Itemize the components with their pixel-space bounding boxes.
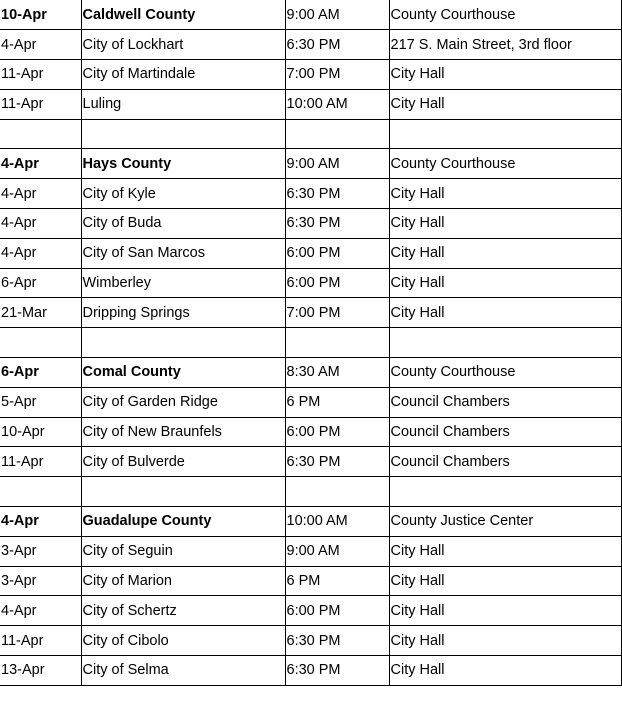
cell-date: 11-Apr xyxy=(0,626,81,656)
cell-time: 9:00 AM xyxy=(285,0,389,30)
cell-time: 9:00 AM xyxy=(285,149,389,179)
cell-location: Council Chambers xyxy=(389,447,621,477)
cell-location: Council Chambers xyxy=(389,417,621,447)
cell-location: City Hall xyxy=(389,566,621,596)
cell-entity: City of Selma xyxy=(81,656,285,686)
cell-time xyxy=(285,328,389,358)
cell-time: 10:00 AM xyxy=(285,89,389,119)
cell-location: County Courthouse xyxy=(389,358,621,388)
cell-location: Council Chambers xyxy=(389,387,621,417)
cell-time: 10:00 AM xyxy=(285,507,389,537)
county-header-row xyxy=(0,507,621,537)
cell-date: 4-Apr xyxy=(0,596,81,626)
cell-entity: City of New Braunfels xyxy=(81,417,285,447)
cell-time: 6:00 PM xyxy=(285,238,389,268)
cell-date: 10-Apr xyxy=(0,0,81,30)
cell-time: 6:30 PM xyxy=(285,447,389,477)
cell-time: 6:00 PM xyxy=(285,417,389,447)
cell-entity xyxy=(81,328,285,358)
spacer-row xyxy=(0,119,621,149)
cell-entity: City of Kyle xyxy=(81,179,285,209)
cell-time: 6 PM xyxy=(285,387,389,417)
cell-date: 4-Apr xyxy=(0,149,81,179)
table-row xyxy=(0,89,621,119)
cell-time: 7:00 PM xyxy=(285,298,389,328)
cell-time: 6:30 PM xyxy=(285,179,389,209)
cell-time xyxy=(285,477,389,507)
cell-date xyxy=(0,477,81,507)
cell-location: County Justice Center xyxy=(389,507,621,537)
cell-date: 4-Apr xyxy=(0,30,81,60)
cell-location: City Hall xyxy=(389,89,621,119)
table-row xyxy=(0,387,621,417)
cell-date xyxy=(0,328,81,358)
spacer-row xyxy=(0,477,621,507)
cell-date: 4-Apr xyxy=(0,507,81,537)
table-row xyxy=(0,447,621,477)
cell-location: City Hall xyxy=(389,238,621,268)
cell-time: 6 PM xyxy=(285,566,389,596)
cell-entity: City of Buda xyxy=(81,209,285,239)
cell-date: 21-Mar xyxy=(0,298,81,328)
cell-location: City Hall xyxy=(389,298,621,328)
cell-location: City Hall xyxy=(389,268,621,298)
cell-location: City Hall xyxy=(389,596,621,626)
cell-time: 6:30 PM xyxy=(285,626,389,656)
cell-date: 6-Apr xyxy=(0,268,81,298)
spacer-row xyxy=(0,328,621,358)
cell-location: City Hall xyxy=(389,656,621,686)
cell-time: 6:30 PM xyxy=(285,656,389,686)
cell-date: 11-Apr xyxy=(0,447,81,477)
cell-entity: City of Seguin xyxy=(81,536,285,566)
table-row xyxy=(0,30,621,60)
cell-time: 6:30 PM xyxy=(285,30,389,60)
cell-time: 7:00 PM xyxy=(285,60,389,90)
cell-time: 9:00 AM xyxy=(285,536,389,566)
cell-entity: Comal County xyxy=(81,358,285,388)
table-row xyxy=(0,298,621,328)
cell-location: City Hall xyxy=(389,626,621,656)
cell-location: City Hall xyxy=(389,209,621,239)
cell-date: 11-Apr xyxy=(0,60,81,90)
table-row xyxy=(0,268,621,298)
cell-location xyxy=(389,477,621,507)
table-row xyxy=(0,566,621,596)
cell-date: 3-Apr xyxy=(0,536,81,566)
cell-location: County Courthouse xyxy=(389,149,621,179)
cell-location xyxy=(389,328,621,358)
cell-location: 217 S. Main Street, 3rd floor xyxy=(389,30,621,60)
table-row xyxy=(0,656,621,686)
cell-entity xyxy=(81,119,285,149)
cell-entity: Luling xyxy=(81,89,285,119)
cell-time: 6:30 PM xyxy=(285,209,389,239)
cell-entity: City of Bulverde xyxy=(81,447,285,477)
cell-entity xyxy=(81,477,285,507)
table-row xyxy=(0,209,621,239)
table-row xyxy=(0,179,621,209)
cell-entity: Caldwell County xyxy=(81,0,285,30)
cell-location xyxy=(389,119,621,149)
cell-time xyxy=(285,119,389,149)
table-row xyxy=(0,417,621,447)
cell-date: 4-Apr xyxy=(0,238,81,268)
cell-date: 5-Apr xyxy=(0,387,81,417)
county-header-row xyxy=(0,149,621,179)
cell-date: 10-Apr xyxy=(0,417,81,447)
cell-time: 6:00 PM xyxy=(285,268,389,298)
cell-entity: City of Marion xyxy=(81,566,285,596)
cell-location: City Hall xyxy=(389,60,621,90)
county-header-row xyxy=(0,358,621,388)
cell-entity: City of Lockhart xyxy=(81,30,285,60)
table-row xyxy=(0,596,621,626)
cell-entity: City of Martindale xyxy=(81,60,285,90)
cell-location: City Hall xyxy=(389,179,621,209)
cell-entity: City of Schertz xyxy=(81,596,285,626)
table-row xyxy=(0,238,621,268)
cell-entity: City of San Marcos xyxy=(81,238,285,268)
cell-date xyxy=(0,119,81,149)
cell-date: 4-Apr xyxy=(0,209,81,239)
cell-date: 3-Apr xyxy=(0,566,81,596)
cell-time: 6:00 PM xyxy=(285,596,389,626)
cell-date: 13-Apr xyxy=(0,656,81,686)
table-row xyxy=(0,60,621,90)
cell-entity: Guadalupe County xyxy=(81,507,285,537)
cell-time: 8:30 AM xyxy=(285,358,389,388)
cell-date: 11-Apr xyxy=(0,89,81,119)
cell-entity: City of Cibolo xyxy=(81,626,285,656)
cell-entity: Hays County xyxy=(81,149,285,179)
cell-location: City Hall xyxy=(389,536,621,566)
county-header-row xyxy=(0,0,621,30)
cell-entity: City of Garden Ridge xyxy=(81,387,285,417)
cell-entity: Wimberley xyxy=(81,268,285,298)
cell-entity: Dripping Springs xyxy=(81,298,285,328)
table-row xyxy=(0,626,621,656)
cell-date: 6-Apr xyxy=(0,358,81,388)
table-row xyxy=(0,536,621,566)
cell-location: County Courthouse xyxy=(389,0,621,30)
cell-date: 4-Apr xyxy=(0,179,81,209)
